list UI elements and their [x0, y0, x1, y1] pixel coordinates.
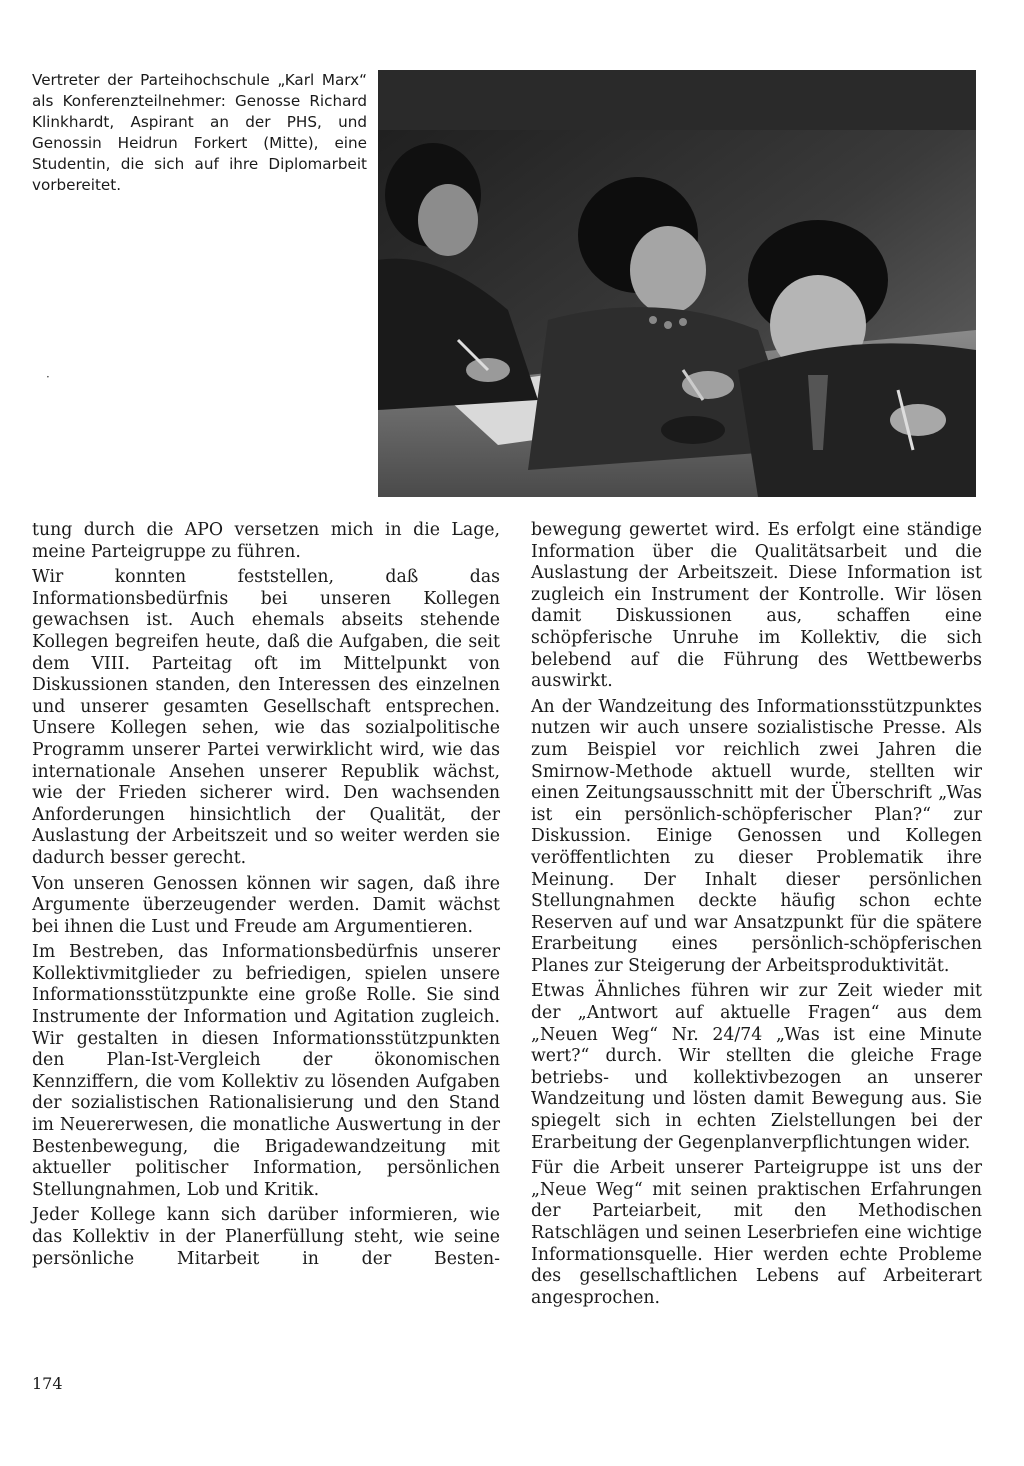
photo-caption: Vertreter der Parteihochschule „Karl Marx“ als Konferenzteilnehmer: Genosse Richard Klinkhardt, Aspirant an der PHS, und Genossin Heidrun Forkert (Mitte), eine Studentin, die sich auf ihre Diplomarbeit vorbereitet.	[32, 71, 367, 194]
left-text-column	[32, 520, 500, 1274]
right-text-column	[531, 520, 982, 1313]
page-number: 174	[32, 1374, 63, 1393]
paragraph: tung durch die APO versetzen mich in die Lage, meine Parteigruppe zu führen.	[32, 520, 500, 562]
paragraph: Für die Arbeit unserer Parteigruppe ist uns der „Neue Weg“ mit seinen praktischen Erfahrungen der Parteiarbeit, mit den Methodischen Ratschlägen und seinen Leserbriefen eine wichtige Informationsquelle. Hier werden echte Probleme des gesellschaftlichen Lebens auf Arbeiterart angesprochen.	[531, 1158, 982, 1308]
paragraph: An der Wandzeitung des Informationsstützpunktes nutzen wir auch unsere sozialistische Presse. Als zum Beispiel vor reichlich zwei Jahren die Smirnow-Methode aktuell wurde, stellten wir einen Zeitungsausschnitt mit der Überschrift „Was ist ein persönlich-schöpferischer Plan?“ zur Diskussion. Einige Genossen und Kollegen veröffentlichten zu dieser Problematik ihre Meinung. Der Inhalt dieser persönlichen Stellungnahmen deckte häufig schon echte Reserven auf und war Ansatzpunkt für die spätere Erarbeitung eines persönlich-schöpferischen Planes zur Steigerung der Arbeitsproduktivität.	[531, 696, 982, 976]
paragraph: Wir konnten feststellen, daß das Informationsbedürfnis bei unseren Kollegen gewachsen ist. Auch ehemals abseits stehende Kollegen begreifen heute, daß die Aufgaben, die seit dem VIII. Parteitag oft im Mittelpunkt von Diskussionen standen, den Interessen des einzelnen und unserer gesamten Gesellschaft entsprechen. Unsere Kollegen sehen, wie das sozialpolitische Programm unserer Partei verwirklicht wird, wie das internationale Ansehen unserer Republik wächst, wie der Frieden sicherer wird. Den wachsenden Anforderungen hinsichtlich der Qualität, der Auslastung der Arbeitszeit und so weiter werden sie dadurch besser gerecht.	[32, 567, 500, 868]
photo-conference-participants-icon	[378, 70, 976, 497]
paragraph: Im Bestreben, das Informationsbedürfnis unserer Kollektivmitglieder zu befriedigen, spielen unsere Informationsstützpunkte eine große Rolle. Sie sind Instrumente der Information und Agitation zugleich. Wir gestalten in diesen Informationsstützpunkten den Plan-Ist-Vergleich der ökonomischen Kennziffern, die vom Kollektiv zu lösenden Aufgaben der sozialistischen Rationalisierung und den Stand im Neuererwesen, die monatliche Auswertung in der Bestenbewegung, die Brigadewandzeitung mit aktueller politischer Information, persönlichen Stellungnahmen, Lob und Kritik.	[32, 942, 500, 1200]
paragraph: Jeder Kollege kann sich darüber informieren, wie das Kollektiv in der Planerfüllung steht, wie seine persönliche Mitarbeit in der Besten-	[32, 1205, 500, 1269]
stray-mark: ·	[46, 370, 50, 384]
paragraph: Etwas Ähnliches führen wir zur Zeit wieder mit der „Antwort auf aktuelle Fragen“ aus dem „Neuen Weg“ Nr. 24/74 „Was ist eine Minute wert?“ durch. Wir stellten die gleiche Frage betriebs- und kollektivbezogen an unserer Wandzeitung und lösten damit Bewegung aus. Sie spiegelt sich in echten Zielstellungen bei der Erarbeitung der Gegenplanverpflichtungen wider.	[531, 981, 982, 1153]
paragraph: Von unseren Genossen können wir sagen, daß ihre Argumente überzeugender werden. Damit wächst bei ihnen die Lust und Freude am Argumentieren.	[32, 873, 500, 937]
paragraph: bewegung gewertet wird. Es erfolgt eine ständige Information über die Qualitätsarbeit und die Auslastung der Arbeitszeit. Diese Information ist zugleich ein Instrument der Kontrolle. Wir lösen damit Diskussionen aus, schaffen eine schöpferische Unruhe im Kollektiv, die sich belebend auf die Führung des Wettbewerbs auswirkt.	[531, 520, 982, 692]
conference-photo	[378, 70, 976, 497]
